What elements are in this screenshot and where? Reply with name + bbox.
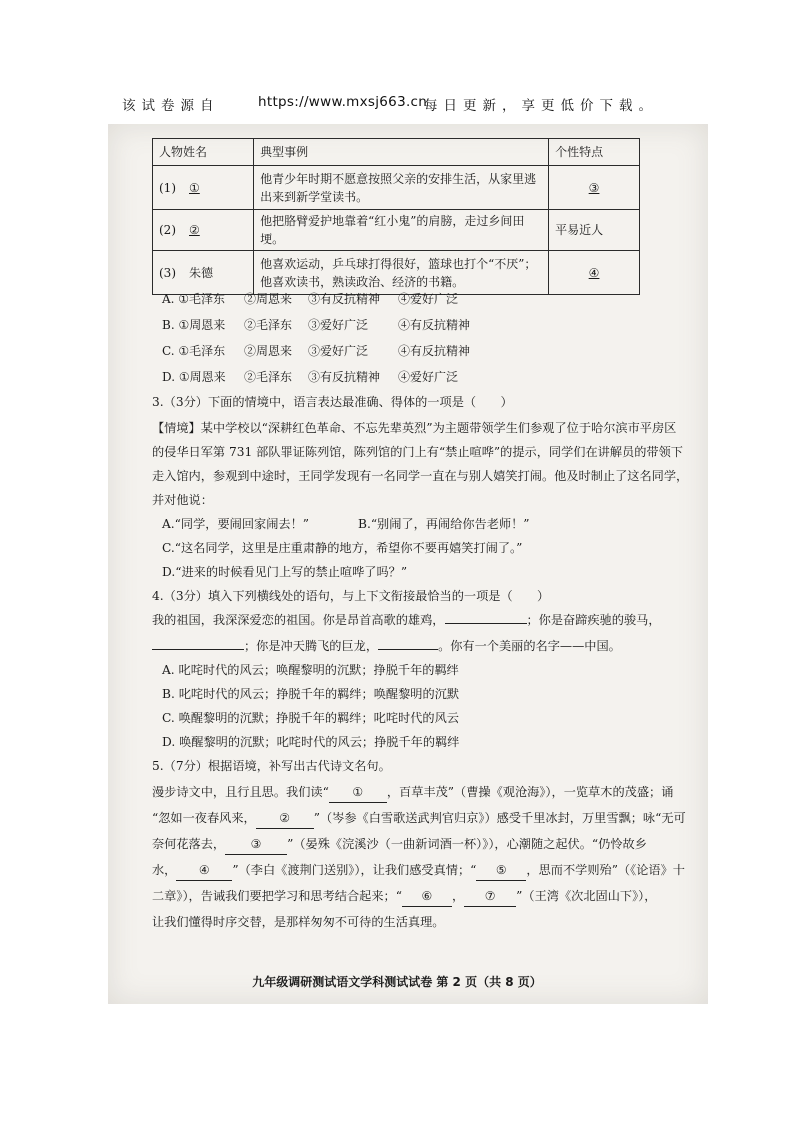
q3-option-a[interactable]: A.“同学，要闹回家闹去！” <box>162 517 310 531</box>
row-index: (1) <box>159 180 176 195</box>
example-cell: 他把胳臂爱护地靠着“红小鬼”的肩膀，走过乡间田埂。 <box>254 210 549 251</box>
name-cell <box>153 166 254 210</box>
q4-blank[interactable] <box>378 649 438 650</box>
table-header-row <box>153 139 640 166</box>
q5-text: ，百草丰茂”（曹操《观沧海》），一览草木的茂盛；诵 <box>386 785 674 799</box>
page-footer: 九年级调研测试语文学科测试试卷 第 2 页（共 8 页） <box>252 975 542 989</box>
q2-option-a-3: ③有反抗精神 <box>308 292 381 306</box>
name-cell <box>153 210 254 251</box>
q5-blank-4[interactable]: ④ <box>176 860 232 881</box>
header-trait: 个性特点 <box>549 139 640 166</box>
q5-text: 水， <box>152 863 177 877</box>
q2-option-c-4: ④有反抗精神 <box>398 344 471 358</box>
trait-cell <box>549 166 640 210</box>
q4-text: ；你是冲天腾飞的巨龙， <box>244 639 379 653</box>
q2-option-a-4: ④爱好广泛 <box>398 292 459 306</box>
q5-text: ， <box>451 889 465 903</box>
trait-cell: 平易近人 <box>549 210 640 251</box>
name-blank: ① <box>189 180 200 195</box>
q4-option-a[interactable]: A. 叱咤时代的风云；唤醒黎明的沉默；挣脱千年的羁绊 <box>162 663 459 677</box>
q4-text: 我的祖国，我深深爱恋的祖国。你是昂首高歌的雄鸡， <box>152 613 445 627</box>
banner-left-text: 该试卷源自 <box>122 98 220 114</box>
q5-line <box>152 860 685 881</box>
header-example: 典型事例 <box>254 139 549 166</box>
q5-text: ”（晏殊《浣溪沙（一曲新词酒一杯）》），心潮随之起伏。“仍怜故乡 <box>287 837 647 851</box>
q5-line <box>152 808 686 829</box>
q3-situation: 的侵华日军第 731 部队罪证陈列馆，陈列馆的门上有“禁止喧哗”的提示，同学们在讲解员的带领下 <box>152 445 683 459</box>
q2-option-a-2: ②周恩来 <box>244 292 293 306</box>
q5-text: “忽如一夜春风来， <box>152 811 256 825</box>
q4-option-c[interactable]: C. 唤醒黎明的沉默；挣脱千年的羁绊；叱咤时代的风云 <box>162 711 459 725</box>
q5-blank-6[interactable]: ⑥ <box>402 886 452 907</box>
banner-url[interactable]: https://www.mxsj663.cn <box>258 94 428 110</box>
q2-option-b-4: ④有反抗精神 <box>398 318 471 332</box>
q3-option-d[interactable]: D.“进来的时候看见门上写的禁止喧哗了吗？” <box>162 565 408 579</box>
q5-text: 奈何花落去， <box>152 837 226 851</box>
q4-option-b[interactable]: B. 叱咤时代的风云；挣脱千年的羁绊；唤醒黎明的沉默 <box>162 687 460 701</box>
q2-option-c-3: ③爱好广泛 <box>308 344 369 358</box>
q4-stem: 4.（3分）填入下列横线处的语句，与上下文衔接最恰当的一项是（ ） <box>152 589 550 603</box>
q2-option-b[interactable]: B. ①周恩来 <box>162 318 226 332</box>
q5-line <box>152 886 656 907</box>
q5-text: ”（王湾《次北固山下》）， <box>516 889 657 903</box>
q3-stem: 3.（3分）下面的情境中，语言表达最准确、得体的一项是（ ） <box>152 395 513 409</box>
q2-option-b-2: ②毛泽东 <box>244 318 293 332</box>
q5-blank-1[interactable]: ① <box>329 782 387 803</box>
q4-line <box>152 636 621 656</box>
q3-situation: 并对他说： <box>152 493 213 507</box>
q5-text: 二章》），告诫我们要把学习和思考结合起来；“ <box>152 889 402 903</box>
q5-text: 漫步诗文中，且行且思。我们读“ <box>152 785 329 799</box>
character-table <box>152 138 640 295</box>
q5-blank-2[interactable]: ② <box>256 808 314 829</box>
row-index: (2) <box>159 223 176 237</box>
trait-blank: ③ <box>588 180 600 195</box>
example-cell: 他喜欢运动，乒乓球打得很好，篮球也打个“不厌”；他喜欢读书，熟读政治、经济的书籍。 <box>254 251 549 295</box>
banner-right-text: 每日更新，享更低价下载。 <box>424 98 658 114</box>
q2-option-d-2: ②毛泽东 <box>244 370 293 384</box>
name-value: 朱德 <box>189 265 214 280</box>
table-row <box>153 166 640 210</box>
q2-option-d[interactable]: D. ①周恩来 <box>162 370 226 384</box>
q2-option-a[interactable]: A. ①毛泽东 <box>162 292 226 306</box>
q4-text: ；你是奋蹄疾驰的骏马， <box>526 613 661 627</box>
q5-blank-7[interactable]: ⑦ <box>464 886 516 907</box>
q3-situation: 【情境】某中学校以“深耕红色革命、不忘先辈英烈”为主题带领学生们参观了位于哈尔滨市平房区 <box>152 421 677 435</box>
source-banner <box>0 94 794 116</box>
header-name: 人物姓名 <box>153 139 254 166</box>
q5-line: 让我们懂得时序交替，是那样匆匆不可待的生活真理。 <box>152 915 445 929</box>
q2-option-b-3: ③爱好广泛 <box>308 318 369 332</box>
q4-blank[interactable] <box>445 623 527 624</box>
trait-cell <box>549 251 640 295</box>
q3-situation: 走入馆内，参观到中途时，王同学发现有一名同学一直在与别人嬉笑打闹。他及时制止了这名同学， <box>152 469 689 483</box>
q5-line <box>152 782 673 803</box>
q4-line <box>152 610 661 630</box>
name-blank: ② <box>189 223 200 237</box>
q4-option-d[interactable]: D. 唤醒黎明的沉默；叱咤时代的风云；挣脱千年的羁绊 <box>162 735 460 749</box>
q2-option-d-3: ③有反抗精神 <box>308 370 381 384</box>
q5-text: ”（岑参《白雪歌送武判官归京》）感受千里冰封，万里雪飘；咏“无可 <box>313 811 686 825</box>
trait-blank: ④ <box>588 265 600 280</box>
q5-stem: 5.（7分）根据语境，补写出古代诗文名句。 <box>152 759 391 773</box>
q2-option-d-4: ④爱好广泛 <box>398 370 459 384</box>
q4-text: 。你有一个美丽的名字——中国。 <box>438 639 621 653</box>
q2-option-c-2: ②周恩来 <box>244 344 293 358</box>
q2-option-c[interactable]: C. ①毛泽东 <box>162 344 226 358</box>
q3-option-c[interactable]: C.“这名同学，这里是庄重肃静的地方，希望你不要再嬉笑打闹了。” <box>162 541 523 555</box>
example-cell: 他青少年时期不愿意按照父亲的安排生活，从家里逃出来到新学堂读书。 <box>254 166 549 210</box>
q3-option-b[interactable]: B.“别闹了，再闹给你告老师！” <box>358 517 530 531</box>
name-cell <box>153 251 254 295</box>
q5-line <box>152 834 647 855</box>
q4-blank[interactable] <box>152 649 244 650</box>
q5-blank-3[interactable]: ③ <box>225 834 287 855</box>
table-row <box>153 251 640 295</box>
q5-text: ，思而不学则殆”（《论语》十 <box>526 863 685 877</box>
q5-blank-5[interactable]: ⑤ <box>476 860 526 881</box>
table-row <box>153 210 640 251</box>
row-index: (3) <box>159 265 176 280</box>
q5-text: ”（李白《渡荆门送别》），让我们感受真情；“ <box>232 863 477 877</box>
